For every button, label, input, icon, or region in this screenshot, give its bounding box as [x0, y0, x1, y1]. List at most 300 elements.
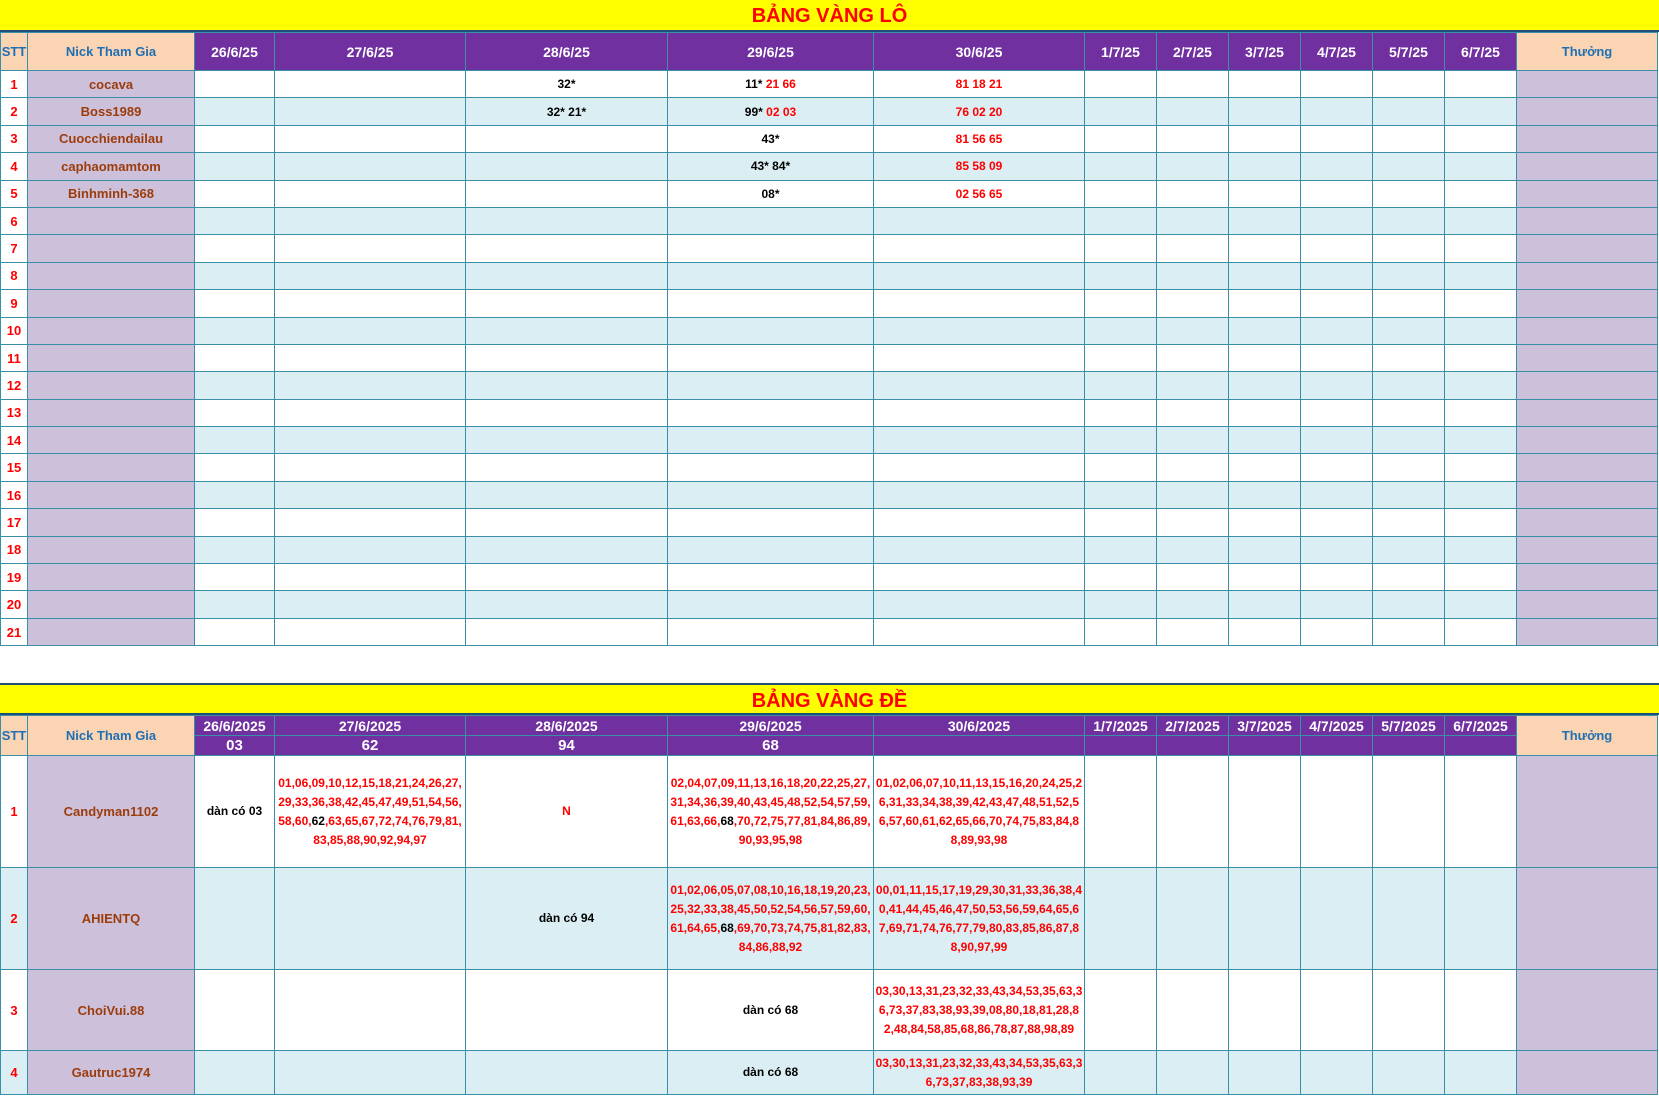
lo-cell[interactable] — [1445, 317, 1517, 344]
lo-cell[interactable] — [466, 262, 668, 289]
lo-cell[interactable] — [466, 509, 668, 536]
de-cell[interactable] — [1301, 868, 1373, 970]
lo-cell[interactable] — [1445, 509, 1517, 536]
de-cell[interactable] — [1229, 868, 1301, 970]
lo-cell[interactable] — [1373, 262, 1445, 289]
lo-cell[interactable] — [668, 618, 874, 645]
lo-cell[interactable] — [668, 290, 874, 317]
lo-cell[interactable] — [1445, 125, 1517, 152]
row-thuong[interactable] — [1517, 344, 1658, 371]
lo-cell[interactable] — [1229, 481, 1301, 508]
lo-cell[interactable] — [1229, 372, 1301, 399]
row-nick[interactable] — [28, 427, 195, 454]
lo-cell[interactable] — [275, 344, 466, 371]
lo-cell[interactable] — [1373, 454, 1445, 481]
lo-cell[interactable] — [668, 564, 874, 591]
lo-cell[interactable] — [1445, 207, 1517, 234]
lo-cell[interactable] — [1445, 454, 1517, 481]
row-nick[interactable] — [28, 536, 195, 563]
lo-cell[interactable] — [275, 153, 466, 180]
lo-cell[interactable] — [1373, 427, 1445, 454]
row-nick[interactable] — [28, 207, 195, 234]
lo-cell[interactable] — [668, 372, 874, 399]
de-cell[interactable] — [275, 970, 466, 1051]
lo-cell[interactable] — [1373, 399, 1445, 426]
lo-cell[interactable] — [466, 372, 668, 399]
de-cell[interactable] — [195, 868, 275, 970]
lo-cell[interactable] — [1085, 372, 1157, 399]
lo-cell[interactable] — [1445, 344, 1517, 371]
lo-cell[interactable] — [668, 427, 874, 454]
de-cell[interactable] — [195, 1051, 275, 1095]
lo-cell[interactable] — [466, 536, 668, 563]
lo-cell[interactable] — [1301, 591, 1373, 618]
lo-cell[interactable] — [1445, 98, 1517, 125]
lo-cell[interactable] — [1445, 427, 1517, 454]
lo-cell[interactable] — [668, 71, 874, 98]
row-thuong[interactable] — [1517, 372, 1658, 399]
de-cell[interactable] — [1157, 756, 1229, 868]
de-cell[interactable] — [466, 1051, 668, 1095]
lo-cell[interactable] — [1445, 591, 1517, 618]
lo-cell[interactable] — [275, 564, 466, 591]
lo-cell[interactable] — [275, 207, 466, 234]
lo-cell[interactable] — [874, 618, 1085, 645]
lo-cell[interactable] — [1229, 317, 1301, 344]
lo-cell[interactable] — [466, 153, 668, 180]
lo-cell[interactable] — [874, 235, 1085, 262]
lo-cell[interactable] — [1373, 180, 1445, 207]
lo-cell[interactable] — [275, 98, 466, 125]
row-thuong[interactable] — [1517, 98, 1658, 125]
lo-cell[interactable] — [1229, 564, 1301, 591]
row-thuong[interactable] — [1517, 536, 1658, 563]
lo-cell[interactable] — [1301, 509, 1373, 536]
de-cell[interactable] — [1373, 970, 1445, 1051]
de-cell[interactable] — [1301, 756, 1373, 868]
lo-cell[interactable] — [195, 344, 275, 371]
de-cell[interactable] — [1373, 756, 1445, 868]
de-cell[interactable] — [1229, 970, 1301, 1051]
row-thuong[interactable] — [1517, 564, 1658, 591]
lo-cell[interactable] — [668, 509, 874, 536]
lo-cell[interactable] — [1229, 125, 1301, 152]
lo-cell[interactable] — [275, 481, 466, 508]
lo-cell[interactable] — [668, 98, 874, 125]
row-thuong[interactable] — [1517, 317, 1658, 344]
lo-cell[interactable] — [1373, 98, 1445, 125]
lo-cell[interactable] — [466, 207, 668, 234]
lo-cell[interactable] — [1301, 207, 1373, 234]
lo-cell[interactable] — [1157, 207, 1229, 234]
lo-cell[interactable] — [1229, 207, 1301, 234]
row-thuong[interactable] — [1517, 618, 1658, 645]
lo-cell[interactable] — [668, 125, 874, 152]
lo-cell[interactable] — [1301, 125, 1373, 152]
de-cell[interactable] — [1085, 970, 1157, 1051]
row-nick[interactable]: Candyman1102 — [28, 756, 195, 868]
row-nick[interactable] — [28, 618, 195, 645]
lo-cell[interactable] — [195, 180, 275, 207]
de-cell[interactable] — [874, 1051, 1085, 1095]
de-cell[interactable] — [874, 970, 1085, 1051]
lo-cell[interactable] — [874, 71, 1085, 98]
de-cell[interactable] — [1229, 756, 1301, 868]
lo-cell[interactable] — [1301, 317, 1373, 344]
row-nick[interactable] — [28, 564, 195, 591]
lo-cell[interactable] — [195, 481, 275, 508]
lo-cell[interactable] — [195, 262, 275, 289]
lo-cell[interactable] — [668, 454, 874, 481]
de-cell[interactable] — [874, 756, 1085, 868]
lo-cell[interactable] — [1373, 125, 1445, 152]
lo-cell[interactable] — [1229, 399, 1301, 426]
lo-cell[interactable] — [195, 509, 275, 536]
lo-cell[interactable] — [874, 207, 1085, 234]
lo-cell[interactable] — [1085, 454, 1157, 481]
lo-cell[interactable] — [1085, 98, 1157, 125]
row-nick[interactable]: Gautruc1974 — [28, 1051, 195, 1095]
lo-cell[interactable] — [195, 454, 275, 481]
lo-cell[interactable] — [1157, 180, 1229, 207]
lo-cell[interactable] — [275, 262, 466, 289]
lo-cell[interactable] — [195, 71, 275, 98]
lo-cell[interactable] — [874, 454, 1085, 481]
lo-cell[interactable] — [1301, 536, 1373, 563]
lo-cell[interactable] — [1445, 372, 1517, 399]
row-thuong[interactable] — [1517, 970, 1658, 1051]
lo-cell[interactable] — [1445, 399, 1517, 426]
lo-cell[interactable] — [668, 591, 874, 618]
lo-cell[interactable] — [668, 481, 874, 508]
de-cell[interactable] — [466, 868, 668, 970]
lo-cell[interactable] — [275, 454, 466, 481]
lo-cell[interactable] — [1085, 317, 1157, 344]
lo-cell[interactable] — [195, 591, 275, 618]
lo-cell[interactable] — [1157, 454, 1229, 481]
lo-cell[interactable] — [275, 372, 466, 399]
lo-cell[interactable] — [1157, 481, 1229, 508]
de-cell[interactable] — [668, 1051, 874, 1095]
row-nick[interactable]: caphaomamtom — [28, 153, 195, 180]
lo-cell[interactable] — [275, 509, 466, 536]
lo-cell[interactable] — [874, 564, 1085, 591]
de-cell[interactable] — [275, 756, 466, 868]
lo-cell[interactable] — [1301, 399, 1373, 426]
de-cell[interactable] — [1445, 756, 1517, 868]
lo-cell[interactable] — [1085, 262, 1157, 289]
row-thuong[interactable] — [1517, 756, 1658, 868]
de-cell[interactable] — [874, 868, 1085, 970]
lo-cell[interactable] — [874, 591, 1085, 618]
lo-cell[interactable] — [1085, 235, 1157, 262]
lo-cell[interactable] — [1085, 536, 1157, 563]
lo-cell[interactable] — [1301, 290, 1373, 317]
lo-cell[interactable] — [668, 399, 874, 426]
lo-cell[interactable] — [1157, 564, 1229, 591]
lo-cell[interactable] — [668, 180, 874, 207]
de-cell[interactable] — [1157, 1051, 1229, 1095]
lo-cell[interactable] — [1157, 71, 1229, 98]
de-cell[interactable] — [1157, 970, 1229, 1051]
lo-cell[interactable] — [1157, 290, 1229, 317]
lo-cell[interactable] — [195, 564, 275, 591]
lo-cell[interactable] — [195, 317, 275, 344]
lo-cell[interactable] — [275, 427, 466, 454]
lo-cell[interactable] — [275, 618, 466, 645]
lo-cell[interactable] — [466, 591, 668, 618]
lo-cell[interactable] — [1445, 536, 1517, 563]
row-nick[interactable] — [28, 235, 195, 262]
row-nick[interactable]: Binhminh-368 — [28, 180, 195, 207]
lo-cell[interactable] — [1301, 180, 1373, 207]
lo-cell[interactable] — [1373, 372, 1445, 399]
lo-cell[interactable] — [466, 344, 668, 371]
de-cell[interactable] — [466, 756, 668, 868]
lo-cell[interactable] — [466, 481, 668, 508]
lo-cell[interactable] — [466, 180, 668, 207]
lo-cell[interactable] — [1229, 591, 1301, 618]
row-thuong[interactable] — [1517, 207, 1658, 234]
lo-cell[interactable] — [466, 564, 668, 591]
lo-cell[interactable] — [1157, 317, 1229, 344]
lo-cell[interactable] — [1229, 290, 1301, 317]
lo-cell[interactable] — [1229, 536, 1301, 563]
lo-cell[interactable] — [1229, 153, 1301, 180]
de-cell[interactable] — [195, 756, 275, 868]
lo-cell[interactable] — [1445, 290, 1517, 317]
lo-cell[interactable] — [1157, 235, 1229, 262]
row-thuong[interactable] — [1517, 262, 1658, 289]
lo-cell[interactable] — [1229, 71, 1301, 98]
lo-cell[interactable] — [1085, 125, 1157, 152]
row-nick[interactable] — [28, 481, 195, 508]
lo-cell[interactable] — [1085, 618, 1157, 645]
lo-cell[interactable] — [874, 536, 1085, 563]
lo-cell[interactable] — [1157, 262, 1229, 289]
lo-cell[interactable] — [1157, 344, 1229, 371]
lo-cell[interactable] — [668, 344, 874, 371]
row-nick[interactable]: ChoiVui.88 — [28, 970, 195, 1051]
de-cell[interactable] — [1373, 868, 1445, 970]
lo-cell[interactable] — [466, 235, 668, 262]
row-thuong[interactable] — [1517, 153, 1658, 180]
lo-cell[interactable] — [1229, 262, 1301, 289]
lo-cell[interactable] — [195, 618, 275, 645]
lo-cell[interactable] — [1373, 290, 1445, 317]
lo-cell[interactable] — [275, 536, 466, 563]
de-cell[interactable] — [1301, 970, 1373, 1051]
lo-cell[interactable] — [1301, 344, 1373, 371]
de-cell[interactable] — [1085, 1051, 1157, 1095]
row-nick[interactable] — [28, 399, 195, 426]
lo-cell[interactable] — [874, 372, 1085, 399]
lo-cell[interactable] — [195, 153, 275, 180]
de-cell[interactable] — [668, 756, 874, 868]
lo-cell[interactable] — [1373, 536, 1445, 563]
lo-cell[interactable] — [1229, 509, 1301, 536]
lo-cell[interactable] — [275, 591, 466, 618]
de-cell[interactable] — [668, 868, 874, 970]
lo-cell[interactable] — [275, 180, 466, 207]
lo-cell[interactable] — [1157, 509, 1229, 536]
row-thuong[interactable] — [1517, 235, 1658, 262]
lo-cell[interactable] — [1301, 262, 1373, 289]
lo-cell[interactable] — [466, 317, 668, 344]
lo-cell[interactable] — [466, 427, 668, 454]
lo-cell[interactable] — [1445, 564, 1517, 591]
lo-cell[interactable] — [1301, 564, 1373, 591]
de-cell[interactable] — [1157, 868, 1229, 970]
lo-cell[interactable] — [195, 125, 275, 152]
lo-cell[interactable] — [874, 427, 1085, 454]
row-nick[interactable]: Cuocchiendailau — [28, 125, 195, 152]
row-nick[interactable] — [28, 262, 195, 289]
lo-cell[interactable] — [1085, 399, 1157, 426]
de-cell[interactable] — [668, 970, 874, 1051]
lo-cell[interactable] — [1085, 71, 1157, 98]
row-thuong[interactable] — [1517, 290, 1658, 317]
lo-cell[interactable] — [1085, 509, 1157, 536]
lo-cell[interactable] — [1373, 509, 1445, 536]
row-nick[interactable] — [28, 509, 195, 536]
lo-cell[interactable] — [275, 399, 466, 426]
lo-cell[interactable] — [874, 509, 1085, 536]
row-nick[interactable]: cocava — [28, 71, 195, 98]
lo-cell[interactable] — [1085, 207, 1157, 234]
lo-cell[interactable] — [668, 235, 874, 262]
row-thuong[interactable] — [1517, 454, 1658, 481]
lo-cell[interactable] — [668, 207, 874, 234]
de-cell[interactable] — [1373, 1051, 1445, 1095]
lo-cell[interactable] — [1373, 153, 1445, 180]
lo-cell[interactable] — [1373, 591, 1445, 618]
row-nick[interactable] — [28, 591, 195, 618]
lo-cell[interactable] — [1157, 125, 1229, 152]
lo-cell[interactable] — [668, 317, 874, 344]
lo-cell[interactable] — [874, 399, 1085, 426]
lo-cell[interactable] — [1445, 481, 1517, 508]
lo-cell[interactable] — [1157, 98, 1229, 125]
lo-cell[interactable] — [1229, 427, 1301, 454]
de-cell[interactable] — [1445, 868, 1517, 970]
row-thuong[interactable] — [1517, 399, 1658, 426]
de-cell[interactable] — [1445, 1051, 1517, 1095]
lo-cell[interactable] — [1445, 618, 1517, 645]
row-thuong[interactable] — [1517, 125, 1658, 152]
de-cell[interactable] — [1085, 868, 1157, 970]
lo-cell[interactable] — [874, 481, 1085, 508]
de-cell[interactable] — [1445, 970, 1517, 1051]
lo-cell[interactable] — [195, 427, 275, 454]
lo-cell[interactable] — [1157, 372, 1229, 399]
lo-cell[interactable] — [1157, 536, 1229, 563]
lo-cell[interactable] — [1301, 153, 1373, 180]
de-cell[interactable] — [1229, 1051, 1301, 1095]
lo-cell[interactable] — [1373, 235, 1445, 262]
lo-cell[interactable] — [1157, 591, 1229, 618]
lo-cell[interactable] — [1085, 344, 1157, 371]
lo-cell[interactable] — [275, 290, 466, 317]
lo-cell[interactable] — [874, 180, 1085, 207]
row-nick[interactable] — [28, 344, 195, 371]
de-cell[interactable] — [1301, 1051, 1373, 1095]
lo-cell[interactable] — [874, 153, 1085, 180]
lo-cell[interactable] — [874, 262, 1085, 289]
lo-cell[interactable] — [874, 317, 1085, 344]
lo-cell[interactable] — [1157, 427, 1229, 454]
lo-cell[interactable] — [1301, 235, 1373, 262]
lo-cell[interactable] — [195, 536, 275, 563]
row-nick[interactable] — [28, 317, 195, 344]
lo-cell[interactable] — [1229, 454, 1301, 481]
lo-cell[interactable] — [466, 125, 668, 152]
de-cell[interactable] — [275, 868, 466, 970]
lo-cell[interactable] — [195, 207, 275, 234]
lo-cell[interactable] — [1373, 481, 1445, 508]
lo-cell[interactable] — [1301, 71, 1373, 98]
lo-cell[interactable] — [1229, 618, 1301, 645]
lo-cell[interactable] — [1229, 98, 1301, 125]
lo-cell[interactable] — [1157, 618, 1229, 645]
row-thuong[interactable] — [1517, 180, 1658, 207]
lo-cell[interactable] — [195, 290, 275, 317]
lo-cell[interactable] — [668, 153, 874, 180]
lo-cell[interactable] — [668, 262, 874, 289]
lo-cell[interactable] — [1301, 618, 1373, 645]
lo-cell[interactable] — [1085, 481, 1157, 508]
lo-cell[interactable] — [466, 618, 668, 645]
lo-cell[interactable] — [275, 71, 466, 98]
row-thuong[interactable] — [1517, 427, 1658, 454]
lo-cell[interactable] — [195, 372, 275, 399]
lo-cell[interactable] — [1085, 564, 1157, 591]
lo-cell[interactable] — [1085, 290, 1157, 317]
lo-cell[interactable] — [874, 98, 1085, 125]
lo-cell[interactable] — [195, 399, 275, 426]
lo-cell[interactable] — [195, 235, 275, 262]
lo-cell[interactable] — [1301, 481, 1373, 508]
lo-cell[interactable] — [195, 98, 275, 125]
row-nick[interactable] — [28, 372, 195, 399]
lo-cell[interactable] — [275, 317, 466, 344]
lo-cell[interactable] — [874, 344, 1085, 371]
row-nick[interactable] — [28, 454, 195, 481]
de-cell[interactable] — [275, 1051, 466, 1095]
lo-cell[interactable] — [1157, 399, 1229, 426]
row-thuong[interactable] — [1517, 509, 1658, 536]
lo-cell[interactable] — [1373, 344, 1445, 371]
lo-cell[interactable] — [1445, 235, 1517, 262]
lo-cell[interactable] — [1445, 153, 1517, 180]
lo-cell[interactable] — [1373, 317, 1445, 344]
lo-cell[interactable] — [1301, 454, 1373, 481]
row-thuong[interactable] — [1517, 591, 1658, 618]
lo-cell[interactable] — [1373, 618, 1445, 645]
lo-cell[interactable] — [466, 98, 668, 125]
lo-cell[interactable] — [1085, 591, 1157, 618]
lo-cell[interactable] — [466, 290, 668, 317]
row-thuong[interactable] — [1517, 1051, 1658, 1095]
lo-cell[interactable] — [466, 71, 668, 98]
lo-cell[interactable] — [874, 125, 1085, 152]
de-cell[interactable] — [466, 970, 668, 1051]
row-nick[interactable]: AHIENTQ — [28, 868, 195, 970]
lo-cell[interactable] — [466, 399, 668, 426]
lo-cell[interactable] — [1229, 344, 1301, 371]
lo-cell[interactable] — [1373, 71, 1445, 98]
lo-cell[interactable] — [874, 290, 1085, 317]
